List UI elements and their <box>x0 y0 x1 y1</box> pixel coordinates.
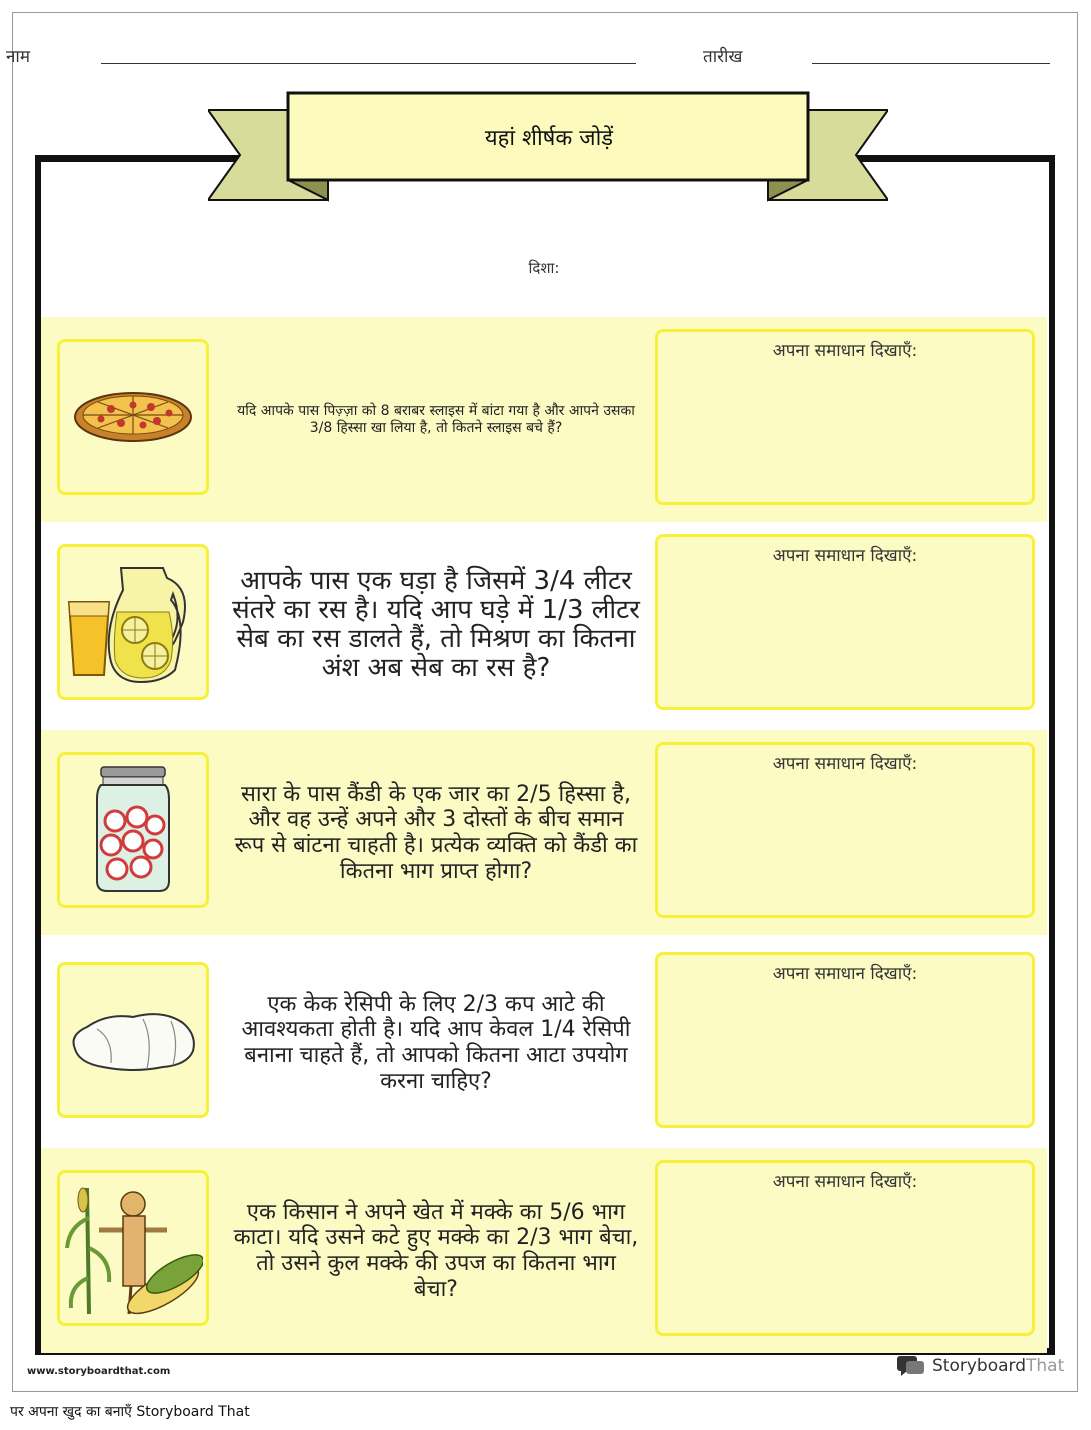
problem-text: आपके पास एक घड़ा है जिसमें 3/4 लीटर संतरे का रस है। यदि आप घड़े में 1/3 लीटर सेब का रस डालते हैं, तो मिश्रण का कितना अंश अब सेब का रस है? <box>232 565 640 684</box>
problem-image-box <box>57 339 209 495</box>
name-field[interactable] <box>101 63 636 64</box>
flour-sack-icon <box>67 1005 199 1075</box>
logo-text-storyboard: Storyboard <box>932 1356 1026 1376</box>
speech-bubbles-icon <box>896 1354 926 1378</box>
answer-label: अपना समाधान दिखाएँ: <box>772 964 918 984</box>
answer-box[interactable] <box>655 742 1035 918</box>
answer-label: अपना समाधान दिखाएँ: <box>772 1172 918 1192</box>
problem-text: एक केक रेसिपी के लिए 2/3 कप आटे की आवश्यकता होती है। यदि आप केवल 1/4 रेसिपी बनाना चाहते हैं, तो आपको कितना आटा उपयोग करना चाहिए? <box>241 991 631 1094</box>
directions-label: दिशा: <box>528 259 560 277</box>
problem-image-box <box>57 962 209 1118</box>
answer-label: अपना समाधान दिखाएँ: <box>772 341 918 361</box>
logo-text-that: That <box>1026 1356 1065 1376</box>
date-label: तारीख <box>703 47 743 67</box>
footer-url[interactable]: www.storyboardthat.com <box>27 1366 171 1377</box>
create-your-own-note[interactable]: पर अपना खुद का बनाएँ Storyboard That <box>10 1404 250 1420</box>
problem-image-box <box>57 1170 209 1326</box>
answer-box[interactable] <box>655 1160 1035 1336</box>
problem-text: एक किसान ने अपने खेत में मक्के का 5/6 भाग काटा। यदि उसने कटे हुए मक्के का 2/3 भाग बेचा, तो उसने कुल मक्के की उपज का कितना भाग बेचा? <box>233 1199 639 1302</box>
answer-box[interactable] <box>655 952 1035 1128</box>
name-label: नाम <box>6 47 31 67</box>
problem-row <box>41 522 1047 727</box>
date-field[interactable] <box>812 63 1050 64</box>
juice-pitcher-icon <box>63 560 203 685</box>
storyboardthat-logo[interactable] <box>896 1354 1064 1378</box>
problem-row <box>41 1148 1047 1353</box>
answer-label: अपना समाधान दिखाएँ: <box>772 754 918 774</box>
corn-farm-icon <box>63 1178 203 1318</box>
problem-row <box>41 317 1047 522</box>
problem-row <box>41 730 1047 935</box>
candy-jar-icon <box>93 765 173 895</box>
problem-text: यदि आपके पास पिज़्ज़ा को 8 बराबर स्लाइस में बांटा गया है और आपने उसका 3/8 हिस्सा खा लिया है, तो कितने स्लाइस बचे हैं? <box>237 403 635 436</box>
worksheet-title[interactable]: यहां शीर्षक जोड़ें <box>484 126 614 151</box>
pizza-icon <box>71 387 195 447</box>
answer-box[interactable] <box>655 329 1035 505</box>
problem-text: सारा के पास कैंडी के एक जार का 2/5 हिस्सा है, और वह उन्हें अपने और 3 दोस्तों के बीच समान रूप से बांटना चाहती है। प्रत्येक व्यक्ति को कैंडी का कितना भाग प्राप्त होगा? <box>234 781 638 884</box>
answer-box[interactable] <box>655 534 1035 710</box>
problem-image-box <box>57 544 209 700</box>
problem-image-box <box>57 752 209 908</box>
answer-label: अपना समाधान दिखाएँ: <box>772 546 918 566</box>
problem-row <box>41 940 1047 1145</box>
